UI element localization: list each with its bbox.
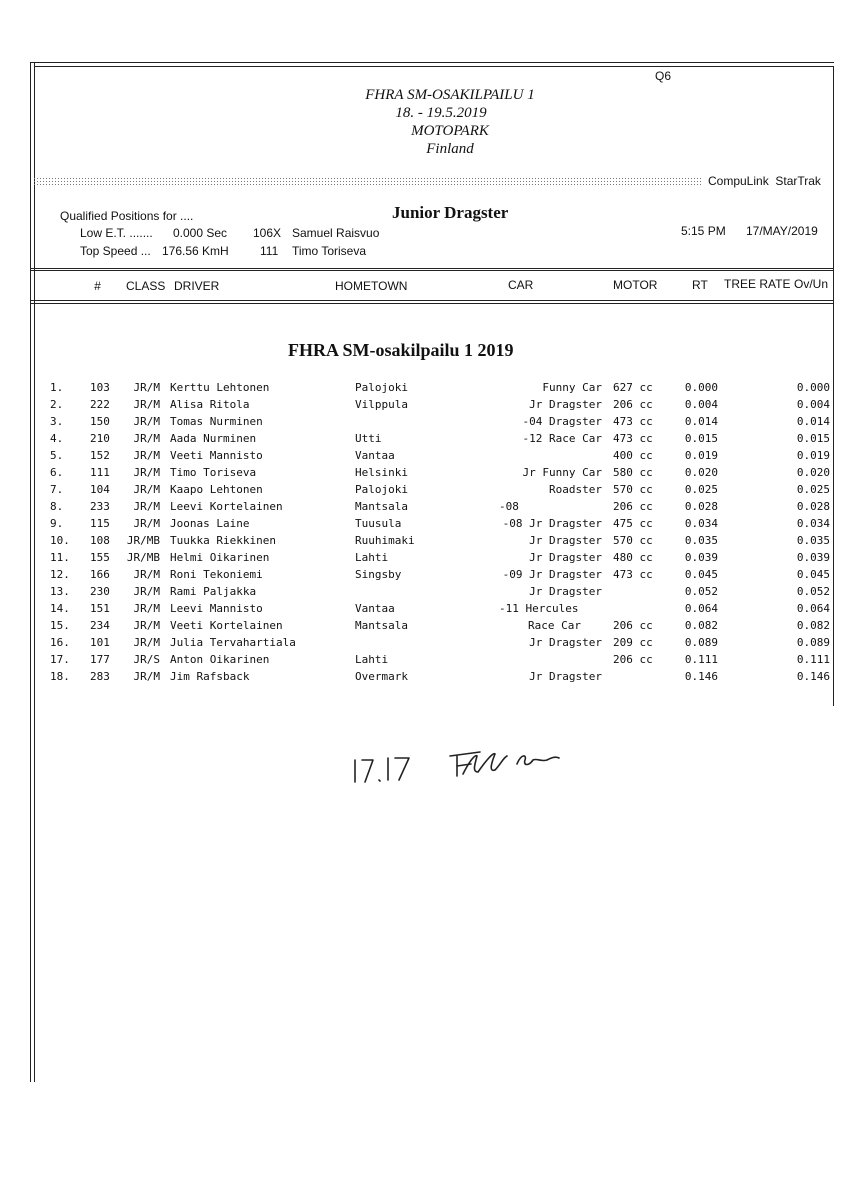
pos: 3. <box>50 415 64 428</box>
driver: Kerttu Lehtonen <box>170 381 270 394</box>
pos: 6. <box>50 466 64 479</box>
header-line-bottom <box>30 300 834 301</box>
car-number: 150 <box>90 415 110 428</box>
col-driver: DRIVER <box>174 279 220 293</box>
motor: 206 cc <box>613 398 653 411</box>
class: JR/M <box>133 500 160 513</box>
pos: 14. <box>50 602 70 615</box>
low-et-car: 106X <box>253 226 282 240</box>
col-rt: RT <box>692 278 708 292</box>
class: JR/M <box>133 415 160 428</box>
car-number: 111 <box>90 466 110 479</box>
rt: 0.052 <box>684 585 718 598</box>
class: JR/M <box>133 432 160 445</box>
table-row <box>0 398 848 415</box>
header-line-top2 <box>30 270 834 271</box>
motor: 209 cc <box>613 636 653 649</box>
rt: 0.089 <box>684 636 718 649</box>
rt: 0.034 <box>684 517 718 530</box>
report-date: 17/MAY/2019 <box>746 224 818 238</box>
motor: 400 cc <box>613 449 653 462</box>
ovun: 0.035 <box>796 534 830 547</box>
driver: Veeti Mannisto <box>170 449 263 462</box>
low-et-driver: Samuel Raisvuo <box>292 226 380 240</box>
pos: 12. <box>50 568 70 581</box>
ovun: 0.146 <box>796 670 830 683</box>
car: Roadster <box>549 483 602 496</box>
car: -12 Race Car <box>522 432 602 445</box>
qualified-label: Qualified Positions for .... <box>60 209 194 223</box>
pos: 13. <box>50 585 70 598</box>
car-number: 103 <box>90 381 110 394</box>
class: JR/M <box>133 449 160 462</box>
car-number: 155 <box>90 551 110 564</box>
motor: 206 cc <box>613 619 653 632</box>
driver: Tomas Nurminen <box>170 415 263 428</box>
car-number: 101 <box>90 636 110 649</box>
ovun: 0.052 <box>796 585 830 598</box>
car-number: 233 <box>90 500 110 513</box>
rt: 0.000 <box>684 381 718 394</box>
table-row <box>0 415 848 432</box>
top-speed-value: 176.56 KmH <box>162 244 229 258</box>
system-brand: CompuLink StarTrak <box>708 174 821 188</box>
low-et-value: 0.000 Sec <box>173 226 228 240</box>
ovun: 0.111 <box>796 653 830 666</box>
class: JR/MB <box>126 551 160 564</box>
car: Jr Dragster <box>529 585 602 598</box>
car: Race Car <box>528 619 581 632</box>
dotted-band <box>33 177 701 187</box>
car: Jr Funny Car <box>522 466 602 479</box>
driver: Jim Rafsback <box>170 670 250 683</box>
top-border-inner <box>34 66 834 67</box>
table-row <box>0 653 848 670</box>
pos: 2. <box>50 398 64 411</box>
rt: 0.015 <box>684 432 718 445</box>
motor: 473 cc <box>613 568 653 581</box>
class: JR/MB <box>126 534 160 547</box>
class: JR/S <box>133 653 160 666</box>
class: JR/M <box>133 398 160 411</box>
motor: 627 cc <box>613 381 653 394</box>
ovun: 0.015 <box>796 432 830 445</box>
pos: 7. <box>50 483 64 496</box>
top-speed-label: Top Speed ... <box>80 244 151 258</box>
motor: 570 cc <box>613 483 653 496</box>
driver: Anton Oikarinen <box>170 653 270 666</box>
car-number: 115 <box>90 517 110 530</box>
class: JR/M <box>133 517 160 530</box>
table-row <box>0 466 848 483</box>
rt: 0.064 <box>684 602 718 615</box>
car: Funny Car <box>542 381 602 394</box>
driver: Joonas Laine <box>170 517 250 530</box>
car-number: 108 <box>90 534 110 547</box>
car: Jr Dragster <box>529 670 602 683</box>
col-num: # <box>94 279 101 293</box>
table-row <box>0 636 848 653</box>
hometown: Helsinki <box>355 466 408 479</box>
rt: 0.146 <box>684 670 718 683</box>
motor: 206 cc <box>613 653 653 666</box>
driver: Tuukka Riekkinen <box>170 534 276 547</box>
hometown: Singsby <box>355 568 402 581</box>
col-class: CLASS <box>126 279 166 293</box>
class: JR/M <box>133 381 160 394</box>
rt: 0.019 <box>684 449 718 462</box>
ovun: 0.028 <box>796 500 830 513</box>
table-row <box>0 619 848 636</box>
car: -08 <box>499 500 519 513</box>
low-et-label: Low E.T. ....... <box>80 226 153 240</box>
rt: 0.035 <box>684 534 718 547</box>
driver: Rami Paljakka <box>170 585 257 598</box>
table-row <box>0 585 848 602</box>
event-venue: MOTOPARK <box>411 123 489 139</box>
car: Jr Dragster <box>529 636 602 649</box>
hometown: Mantsala <box>355 619 408 632</box>
car-number: 230 <box>90 585 110 598</box>
driver: Helmi Oikarinen <box>170 551 270 564</box>
motor: 473 cc <box>613 432 653 445</box>
ovun: 0.039 <box>796 551 830 564</box>
car-number: 177 <box>90 653 110 666</box>
pos: 18. <box>50 670 70 683</box>
pos: 9. <box>50 517 64 530</box>
table-row <box>0 568 848 585</box>
rt: 0.004 <box>684 398 718 411</box>
rt: 0.025 <box>684 483 718 496</box>
hometown: Tuusula <box>355 517 402 530</box>
top-border <box>30 62 834 63</box>
table-row <box>0 500 848 517</box>
car-number: 234 <box>90 619 110 632</box>
hometown: Mantsala <box>355 500 408 513</box>
car-number: 152 <box>90 449 110 462</box>
rt: 0.039 <box>684 551 718 564</box>
car-number: 166 <box>90 568 110 581</box>
hometown: Ruuhimaki <box>355 534 415 547</box>
hometown: Lahti <box>355 551 389 564</box>
pos: 17. <box>50 653 70 666</box>
driver: Alisa Ritola <box>170 398 250 411</box>
ovun: 0.004 <box>796 398 830 411</box>
handwritten-note <box>345 742 585 792</box>
car-number: 104 <box>90 483 110 496</box>
motor: 580 cc <box>613 466 653 479</box>
table-row <box>0 602 848 619</box>
car: -04 Dragster <box>522 415 602 428</box>
motor: 480 cc <box>613 551 653 564</box>
top-speed-car: 111 <box>260 244 279 258</box>
ovun: 0.064 <box>796 602 830 615</box>
class: JR/M <box>133 568 160 581</box>
hometown: Vantaa <box>355 449 395 462</box>
driver: Timo Toriseva <box>170 466 257 479</box>
driver: Julia Tervahartiala <box>170 636 296 649</box>
header-line-bottom2 <box>30 303 834 304</box>
class: JR/M <box>133 619 160 632</box>
driver: Veeti Kortelainen <box>170 619 283 632</box>
car: Jr Dragster <box>529 534 602 547</box>
ovun: 0.082 <box>796 619 830 632</box>
driver: Roni Tekoniemi <box>170 568 263 581</box>
hometown: Vilppula <box>355 398 408 411</box>
col-tree-rate: TREE RATE <box>724 277 791 291</box>
rt: 0.111 <box>684 653 718 666</box>
ovun: 0.089 <box>796 636 830 649</box>
driver: Leevi Mannisto <box>170 602 263 615</box>
car-number: 210 <box>90 432 110 445</box>
table-row <box>0 483 848 500</box>
table-row <box>0 517 848 534</box>
car: -09 Jr Dragster <box>502 568 602 581</box>
col-hometown: HOMETOWN <box>335 279 408 293</box>
pos: 4. <box>50 432 64 445</box>
driver: Kaapo Lehtonen <box>170 483 263 496</box>
ovun: 0.025 <box>796 483 830 496</box>
motor: 206 cc <box>613 500 653 513</box>
rt: 0.014 <box>684 415 718 428</box>
hometown: Overmark <box>355 670 408 683</box>
pos: 5. <box>50 449 64 462</box>
section-title: FHRA SM-osakilpailu 1 2019 <box>288 340 514 360</box>
col-car: CAR <box>508 278 534 292</box>
top-speed-driver: Timo Toriseva <box>292 244 367 258</box>
motor: 473 cc <box>613 415 653 428</box>
rt: 0.045 <box>684 568 718 581</box>
event-header <box>300 86 600 158</box>
pos: 16. <box>50 636 70 649</box>
rt: 0.020 <box>684 466 718 479</box>
pos: 1. <box>50 381 64 394</box>
ovun: 0.045 <box>796 568 830 581</box>
hometown: Lahti <box>355 653 389 666</box>
car-number: 283 <box>90 670 110 683</box>
rt: 0.082 <box>684 619 718 632</box>
ovun: 0.014 <box>796 415 830 428</box>
table-row <box>0 381 848 398</box>
pos: 8. <box>50 500 64 513</box>
col-motor: MOTOR <box>613 278 658 292</box>
car-number: 151 <box>90 602 110 615</box>
ovun: 0.000 <box>796 381 830 394</box>
pos: 11. <box>50 551 70 564</box>
rt: 0.028 <box>684 500 718 513</box>
motor: 475 cc <box>613 517 653 530</box>
class: JR/M <box>133 670 160 683</box>
class-title: Junior Dragster <box>392 203 509 222</box>
pos: 10. <box>50 534 70 547</box>
corner-code: Q6 <box>655 69 672 83</box>
header-line-top <box>30 268 834 269</box>
driver: Aada Nurminen <box>170 432 257 445</box>
driver: Leevi Kortelainen <box>170 500 283 513</box>
event-title: FHRA SM-OSAKILPAILU 1 <box>365 87 535 103</box>
event-dates: 18. - 19.5.2019 <box>395 105 487 121</box>
hometown: Vantaa <box>355 602 395 615</box>
ovun: 0.034 <box>796 517 830 530</box>
ovun: 0.019 <box>796 449 830 462</box>
car-number: 222 <box>90 398 110 411</box>
table-row <box>0 551 848 568</box>
class: JR/M <box>133 483 160 496</box>
hometown: Palojoki <box>355 483 408 496</box>
class: JR/M <box>133 466 160 479</box>
class: JR/M <box>133 636 160 649</box>
report-time: 5:15 PM <box>681 224 726 238</box>
col-ovun: Ov/Un <box>794 277 829 291</box>
table-row <box>0 432 848 449</box>
event-country: Finland <box>426 141 474 157</box>
car: -08 Jr Dragster <box>502 517 602 530</box>
class: JR/M <box>133 585 160 598</box>
car: -11 Hercules <box>499 602 579 615</box>
class: JR/M <box>133 602 160 615</box>
table-row <box>0 534 848 551</box>
table-row <box>0 670 848 687</box>
table-row <box>0 449 848 466</box>
hometown: Utti <box>355 432 382 445</box>
hometown: Palojoki <box>355 381 408 394</box>
car: Jr Dragster <box>529 551 602 564</box>
ovun: 0.020 <box>796 466 830 479</box>
car: Jr Dragster <box>529 398 602 411</box>
pos: 15. <box>50 619 70 632</box>
motor: 570 cc <box>613 534 653 547</box>
